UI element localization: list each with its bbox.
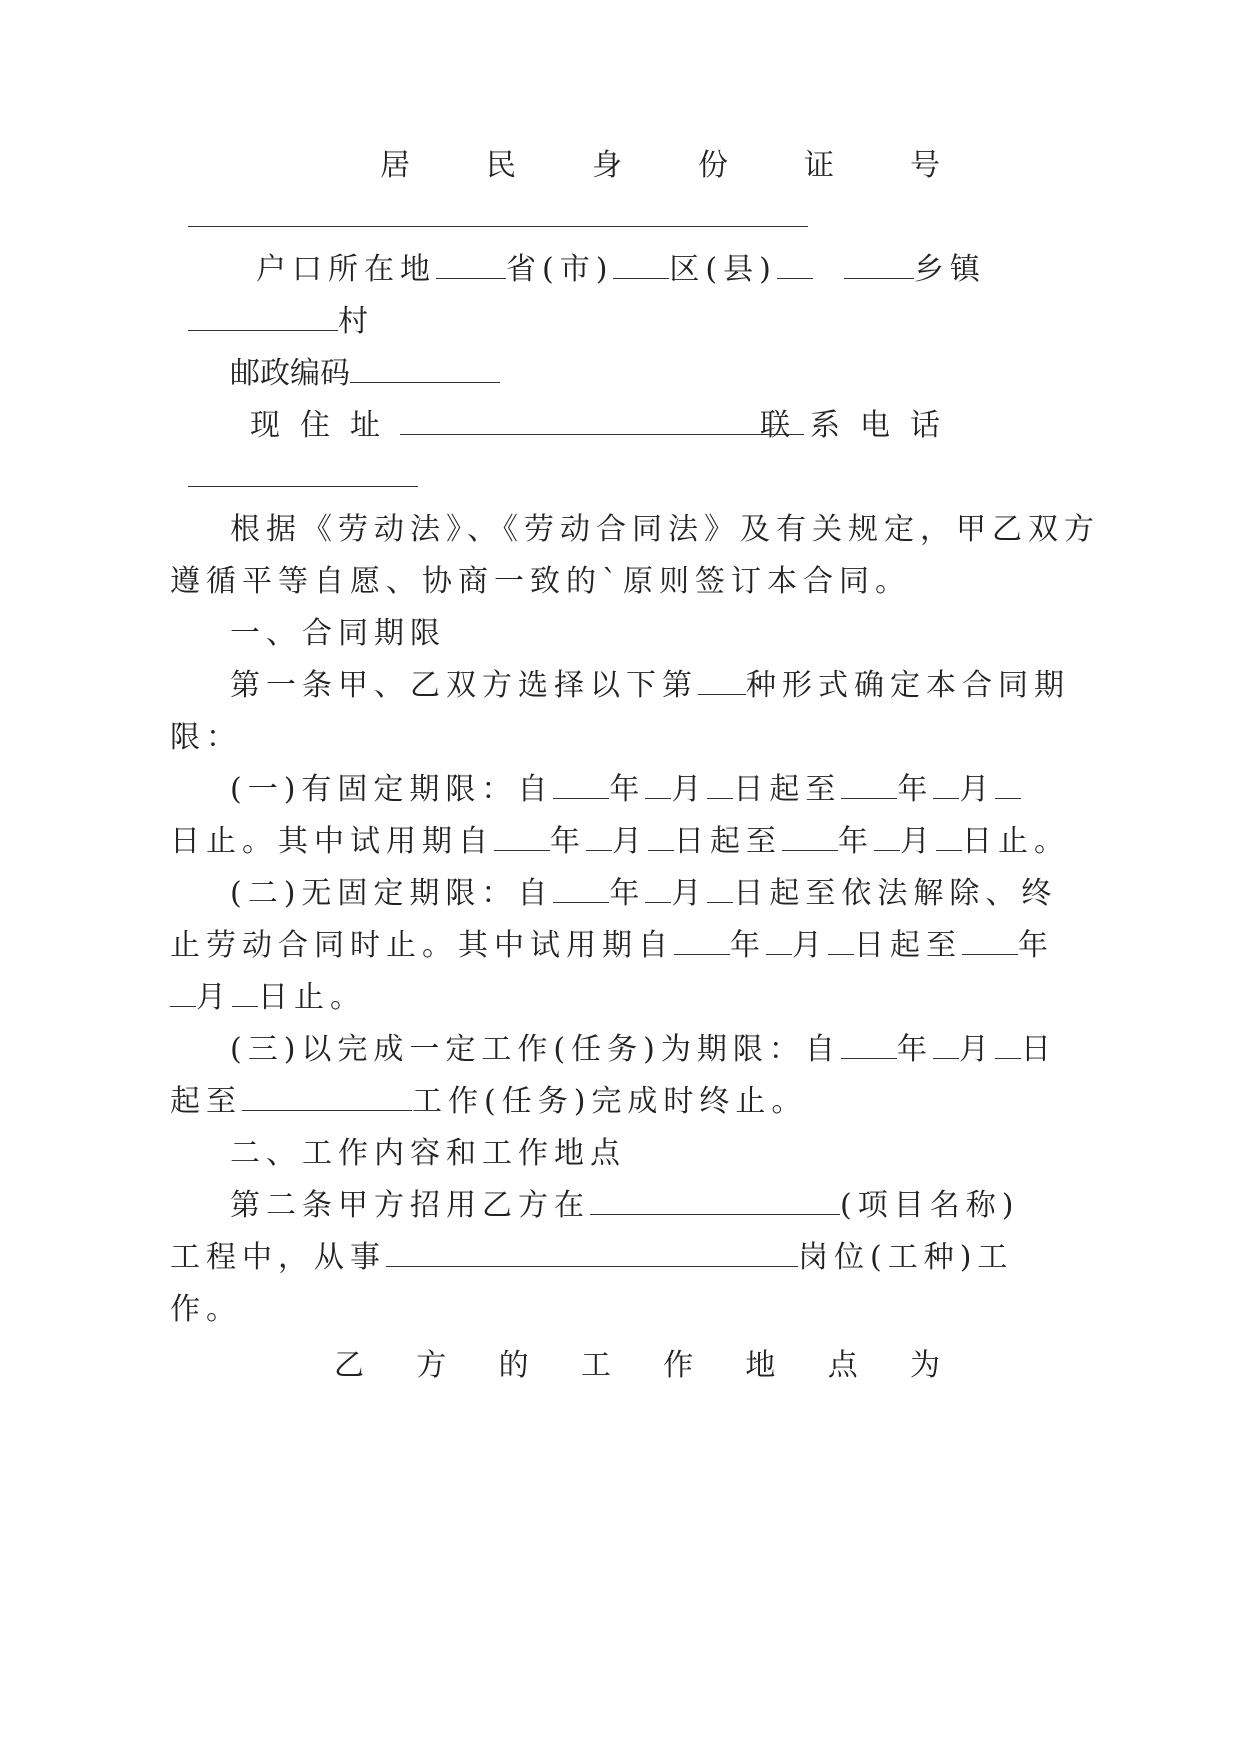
day-label: 日 [1020, 1032, 1057, 1067]
open-term-probation: 止劳动合同时止。其中试用期自 [170, 928, 674, 963]
task-blank[interactable] [242, 1082, 412, 1111]
hukou-row [256, 250, 1052, 290]
day-blank[interactable] [232, 978, 258, 1007]
project-name-label: (项目名称) [840, 1188, 1020, 1223]
id-char: 号 [910, 148, 940, 183]
open-term-line-2 [170, 926, 1054, 966]
id-char: 证 [804, 148, 834, 183]
qizhi-label: 日起至 [733, 772, 842, 807]
article-2-line-1 [230, 1186, 1026, 1226]
article-1-line-1 [230, 666, 1070, 706]
day-blank[interactable] [707, 770, 733, 799]
task-term-line-1 [230, 1030, 1057, 1070]
address-blank[interactable] [400, 406, 804, 435]
month-blank[interactable] [645, 770, 671, 799]
month-blank[interactable] [170, 978, 196, 1007]
day-blank[interactable] [828, 926, 854, 955]
loc-char: 为 [909, 1348, 940, 1383]
postal-row [230, 354, 1026, 394]
day-blank[interactable] [648, 822, 674, 851]
article-1-text-a: 第一条甲、乙双方选择以下第 [230, 668, 698, 703]
year-label: 年 [897, 772, 934, 807]
para-1-line-1: 根据《劳动法》、《劳动合同法》及有关规定，甲乙双方 [230, 512, 1100, 547]
day-blank[interactable] [995, 770, 1021, 799]
year-label: 年 [609, 876, 646, 911]
year-blank[interactable] [841, 1030, 897, 1059]
month-label: 月 [900, 824, 936, 859]
id-char: 身 [592, 148, 622, 183]
year-label: 年 [838, 824, 874, 859]
task-term-line-2 [170, 1082, 1034, 1122]
loc-char: 方 [416, 1348, 447, 1383]
open-term-text: 日起至依法解除、终 [733, 876, 1058, 911]
month-label: 月 [958, 1032, 995, 1067]
fixed-term-line-2 [170, 822, 1070, 862]
id-number-blank-row [188, 198, 1052, 238]
loc-char: 地 [745, 1348, 776, 1383]
position-blank[interactable] [386, 1238, 798, 1267]
month-label: 月 [671, 876, 708, 911]
loc-char: 点 [827, 1348, 858, 1383]
day-blank[interactable] [936, 822, 962, 851]
id-char: 民 [486, 148, 516, 183]
end-label: 日止。 [962, 824, 1070, 859]
district-blank[interactable] [613, 250, 669, 279]
open-term-label: (二)无固定期限：自 [230, 876, 554, 911]
address-row [250, 406, 960, 446]
month-blank[interactable] [586, 822, 612, 851]
task-term-end: 工作(任务)完成时终止。 [412, 1084, 808, 1119]
year-label: 年 [550, 824, 586, 859]
year-blank[interactable] [782, 822, 838, 851]
section-2-heading: 二、工作内容和工作地点 [230, 1136, 626, 1171]
year-blank[interactable] [674, 926, 730, 955]
phone-blank[interactable] [188, 458, 418, 487]
end-label: 日止。 [258, 980, 366, 1015]
year-label: 年 [609, 772, 646, 807]
fixed-term-line-1 [230, 770, 1026, 810]
district-label: 区(县) [669, 252, 777, 287]
month-blank[interactable] [874, 822, 900, 851]
work-location-label [334, 1346, 940, 1386]
town-blank[interactable] [844, 250, 914, 279]
year-label: 年 [896, 1032, 933, 1067]
month-label: 月 [612, 824, 648, 859]
fixed-term-label: (一)有固定期限：自 [230, 772, 554, 807]
hukou-label: 户口所在地 [256, 252, 436, 287]
probation-label: 日止。其中试用期自 [170, 824, 494, 859]
qizhi-label: 日起至 [674, 824, 782, 859]
article-2-line-3: 作。 [170, 1292, 242, 1327]
section-1-heading: 一、合同期限 [230, 616, 446, 651]
article-1-line-2: 限： [170, 720, 242, 755]
article-2-text-a: 第二条甲方招用乙方在 [230, 1188, 590, 1223]
task-term-label: (三)以完成一定工作(任务)为期限：自 [230, 1032, 841, 1067]
town-label: 乡镇 [913, 252, 986, 287]
year-label: 年 [1018, 928, 1054, 963]
month-label: 月 [671, 772, 708, 807]
province-label: 省(市) [506, 252, 614, 287]
month-label: 月 [196, 980, 232, 1015]
day-blank[interactable] [707, 874, 733, 903]
year-label: 年 [730, 928, 766, 963]
year-blank[interactable] [494, 822, 550, 851]
position-label: 岗位(工种)工 [798, 1240, 1014, 1275]
qizhi-label: 日起至 [854, 928, 962, 963]
postal-label: 邮政编码 [230, 356, 350, 391]
year-blank[interactable] [553, 770, 609, 799]
province-blank[interactable] [436, 250, 506, 279]
month-label: 月 [792, 928, 828, 963]
address-label: 现住址 [250, 408, 400, 443]
year-blank[interactable] [841, 770, 897, 799]
article-2-line-2 [170, 1238, 1034, 1278]
month-blank[interactable] [933, 770, 959, 799]
task-term-qizhi: 起至 [170, 1084, 242, 1119]
village-row [188, 302, 1052, 342]
month-blank[interactable] [766, 926, 792, 955]
article-2-text-c: 工程中，从事 [170, 1240, 386, 1275]
form-choice-blank[interactable] [698, 666, 746, 695]
project-name-blank[interactable] [590, 1186, 840, 1215]
month-blank[interactable] [933, 1030, 959, 1059]
id-char: 份 [698, 148, 728, 183]
para-1-line-2: 遵循平等自愿、协商一致的`原则签订本合同。 [170, 564, 911, 599]
year-blank[interactable] [962, 926, 1018, 955]
village-blank[interactable] [188, 302, 338, 331]
loc-char: 作 [663, 1348, 694, 1383]
postal-blank[interactable] [350, 354, 500, 383]
phone-label: 联系电话 [760, 408, 960, 443]
month-label: 月 [959, 772, 996, 807]
loc-char: 的 [498, 1348, 529, 1383]
open-term-line-1 [230, 874, 1058, 914]
village-label: 村 [338, 304, 368, 339]
id-number-label [380, 146, 940, 186]
article-1-text-b: 种形式确定本合同期 [746, 668, 1070, 703]
day-blank[interactable] [995, 1030, 1021, 1059]
open-term-line-3 [170, 978, 1034, 1018]
phone-blank-row [188, 458, 1052, 498]
id-number-blank[interactable] [188, 198, 808, 227]
loc-char: 乙 [334, 1348, 364, 1383]
year-blank[interactable] [553, 874, 609, 903]
loc-char: 工 [580, 1348, 611, 1383]
district-blank-2[interactable] [777, 250, 813, 279]
month-blank[interactable] [645, 874, 671, 903]
id-char: 居 [380, 148, 410, 183]
